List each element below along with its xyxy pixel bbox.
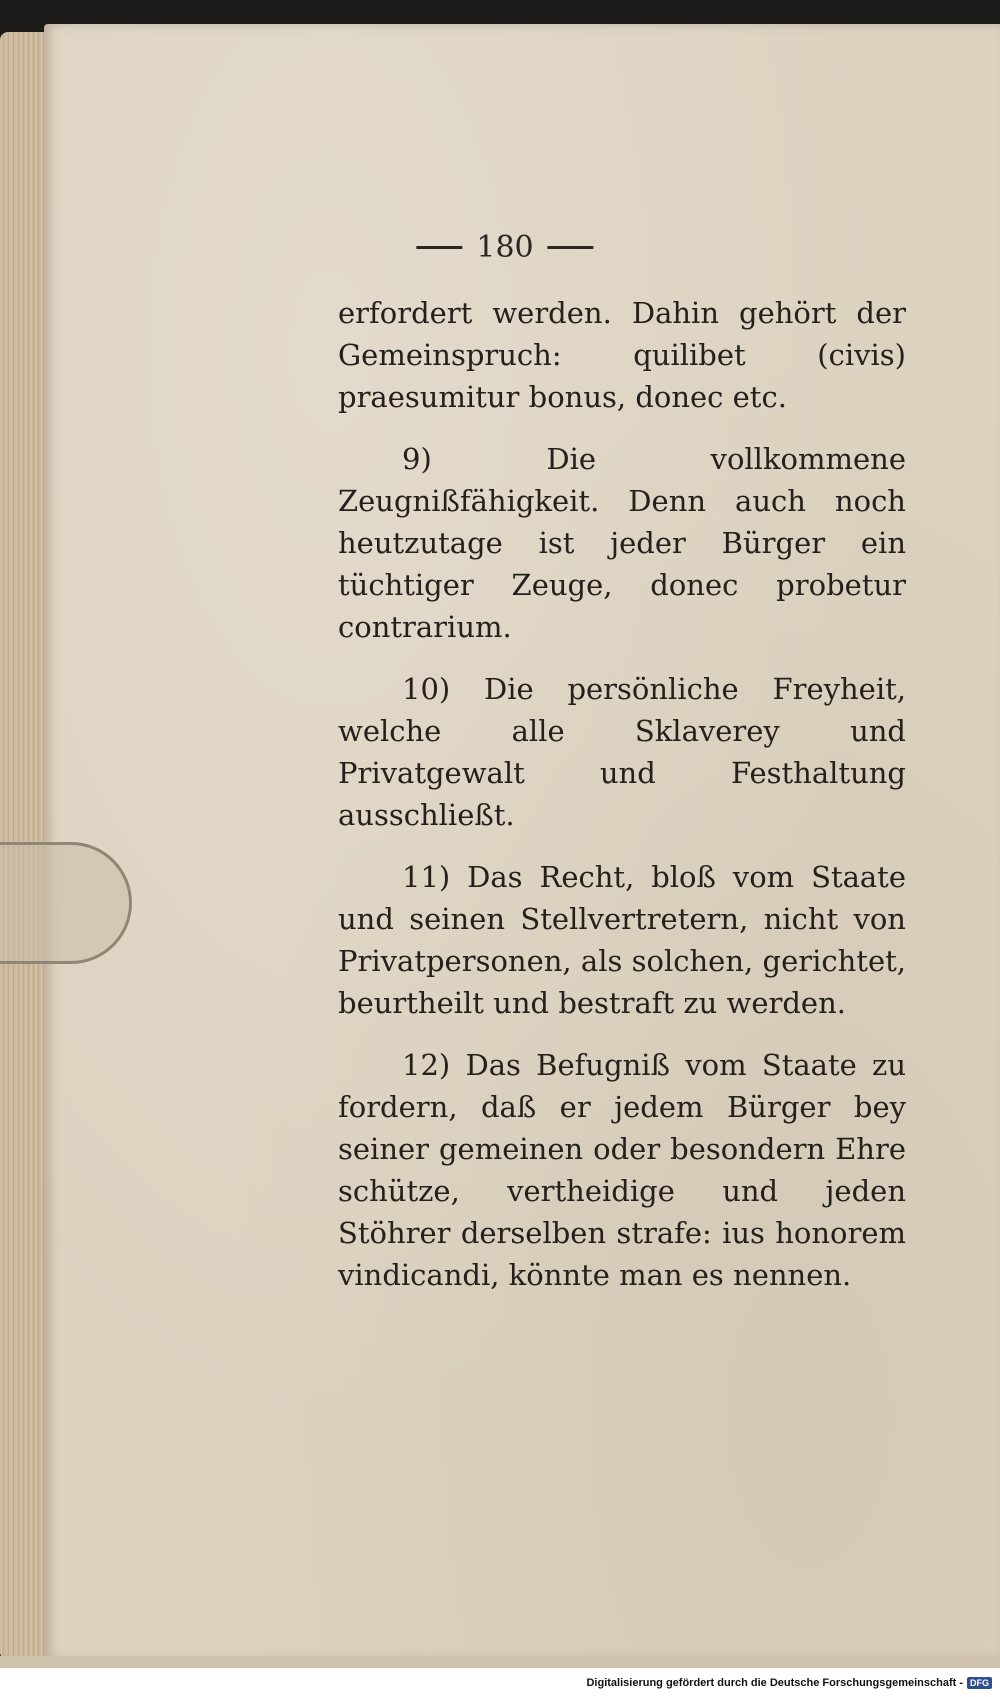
header-dash-right xyxy=(548,246,594,249)
header-dash-left xyxy=(416,246,462,249)
page-bottom-edge xyxy=(0,1656,1000,1668)
paragraph-item-12: 12) Das Befugniß vom Staate zu fordern, daß er jedem Bürger bey seiner gemeinen oder besondern Ehre schütze, vertheidige und jeden Stöhrer derselben strafe: ius honorem vindicandi, könnte man es nennen. xyxy=(338,1048,906,1292)
page-number: 180 xyxy=(476,230,534,265)
paragraph-item-10: 10) Die persönliche Freyheit, welche alle Sklaverey und Privatgewalt und Festhaltung ausschließt. xyxy=(338,672,906,832)
dfg-logo: DFG xyxy=(967,1677,992,1689)
page-body xyxy=(338,292,906,1316)
page-header xyxy=(416,230,593,265)
paragraph-item-11: 11) Das Recht, bloß vom Staate und seinen Stellvertretern, nicht von Privatpersonen, als solchen, gerichtet, beurtheilt und bestraft zu werden. xyxy=(338,860,906,1020)
footer-credit xyxy=(586,1677,992,1689)
paragraph-item-9: 9) Die vollkommene Zeugnißfähigkeit. Denn auch noch heutzutage ist jeder Bürger ein tüchtiger Zeuge, donec probetur contrarium. xyxy=(338,442,906,644)
paragraph-continuation: erfordert werden. Dahin gehört der Gemeinspruch: quilibet (civis) praesumitur bonus, donec etc. xyxy=(338,296,906,414)
footer-credit-text: Digitalisierung gefördert durch die Deutsche Forschungsgemeinschaft - xyxy=(586,1677,963,1689)
paper-bookmark-strip xyxy=(0,842,132,964)
